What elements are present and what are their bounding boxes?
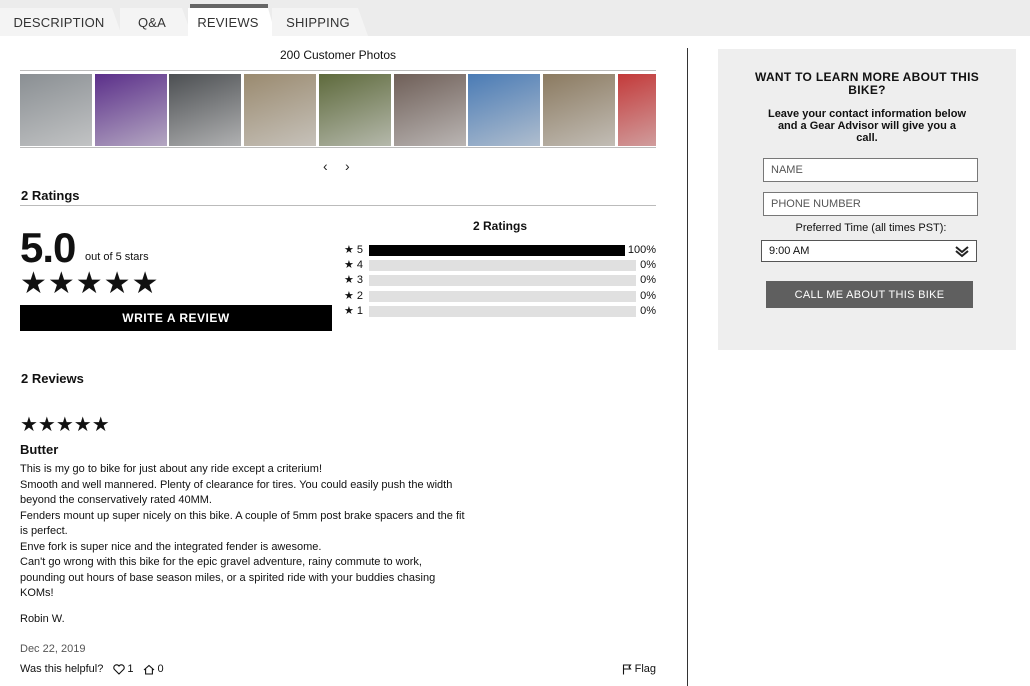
preferred-time-value: 9:00 AM [769, 245, 810, 257]
rating-row-percent: 0% [640, 290, 656, 302]
rating-bar [369, 260, 636, 271]
rating-row-label: ★ 1 [344, 305, 364, 317]
customer-photos-strip [20, 70, 656, 148]
bike-photo-8[interactable] [543, 74, 615, 146]
customer-photos-title: 200 Customer Photos [279, 48, 397, 62]
review-line-1: This is my go to bike for just about any ride except a criterium! [20, 463, 323, 475]
rating-row-1[interactable] [344, 304, 656, 318]
ratings-divider [20, 205, 656, 206]
reviews-heading: 2 Reviews [21, 371, 84, 386]
helpful-no-count: 0 [157, 663, 164, 675]
out-of-label: out of 5 stars [85, 251, 149, 263]
rating-bar [369, 306, 636, 317]
review-stars: ★★★★★ [20, 414, 110, 436]
review-line-4: Enve fork is super nice and the integrated fender is awesome. [20, 540, 322, 553]
review-line-2: Smooth and well mannered. Plenty of clearance for tires. You could easily push the width beyond the conservatively rated 40MM. [20, 478, 453, 506]
bike-photo-5[interactable] [319, 74, 391, 146]
review-author: Robin W. [20, 613, 65, 625]
rating-row-percent: 0% [640, 274, 656, 286]
flag-button[interactable] [622, 663, 656, 675]
review-title: Butter [20, 442, 59, 457]
rating-row-5[interactable] [344, 243, 656, 257]
home-icon [143, 664, 155, 675]
helpful-label: Was this helpful? [20, 663, 104, 675]
rating-row-3[interactable] [344, 273, 656, 287]
heart-icon [113, 664, 125, 675]
name-input[interactable] [763, 158, 978, 182]
helpful-yes-count: 1 [127, 663, 134, 675]
rating-row-label: ★ 3 [344, 274, 364, 286]
helpful-yes-button[interactable] [113, 663, 133, 675]
rating-row-label: ★ 4 [344, 259, 364, 271]
write-review-button[interactable]: WRITE A REVIEW [20, 305, 332, 331]
ratings-heading: 2 Ratings [21, 188, 80, 203]
review-line-5: Can't go wrong with this bike for the epic gravel adventure, rainy commute to work, pounding out hours of base season miles, or a spirited ride with your buddies chasing KOMs! [20, 556, 436, 599]
tab-reviews[interactable]: REVIEWS [197, 14, 259, 30]
bike-photo-4[interactable] [244, 74, 316, 146]
double-chevron-down-icon [954, 244, 970, 258]
tab-bar [0, 0, 1030, 36]
advisor-title: WANT TO LEARN MORE ABOUT THIS BIKE? [754, 70, 980, 97]
bike-photo-2[interactable] [95, 74, 167, 146]
preferred-time-select[interactable] [761, 240, 977, 262]
tab-description[interactable]: DESCRIPTION [13, 14, 105, 30]
preferred-time-label: Preferred Time (all times PST): [795, 222, 947, 234]
rating-row-2[interactable] [344, 289, 656, 303]
flag-icon [622, 664, 632, 675]
rating-row-label: ★ 2 [344, 290, 364, 302]
rating-row-percent: 0% [640, 259, 656, 271]
helpful-no-button[interactable] [143, 663, 163, 675]
review-body [20, 462, 470, 602]
bike-photo-7[interactable] [468, 74, 540, 146]
bike-photo-9[interactable] [618, 74, 656, 146]
rating-bar-fill [369, 245, 625, 256]
average-stars: ★★★★★ [20, 267, 160, 300]
average-score: 5.0 [20, 224, 76, 271]
rating-bar [369, 245, 625, 256]
column-divider [687, 48, 688, 686]
rating-row-4[interactable] [344, 258, 656, 272]
helpful-row [20, 663, 164, 675]
chevron-left-icon[interactable]: ‹ [323, 158, 328, 174]
rating-row-percent: 100% [627, 244, 656, 256]
tab-shipping[interactable]: SHIPPING [286, 14, 350, 30]
rating-bar [369, 291, 636, 302]
rating-row-label: ★ 5 [344, 244, 364, 256]
bike-photo-1[interactable] [20, 74, 92, 146]
chevron-right-icon[interactable]: › [345, 158, 350, 174]
review-line-3: Fenders mount up super nicely on this bike. A couple of 5mm post brake spacers and the fit is perfect. [20, 509, 465, 537]
phone-input[interactable] [763, 192, 978, 216]
review-date: Dec 22, 2019 [20, 643, 86, 655]
rating-row-percent: 0% [640, 305, 656, 317]
gear-advisor-panel [718, 49, 1016, 350]
bike-photo-3[interactable] [169, 74, 241, 146]
call-me-button[interactable]: CALL ME ABOUT THIS BIKE [766, 281, 973, 308]
advisor-subtitle: Leave your contact information below and a Gear Advisor will give you a call. [767, 108, 967, 144]
bike-photo-6[interactable] [394, 74, 466, 146]
flag-label: Flag [634, 663, 656, 675]
distribution-title: 2 Ratings [472, 219, 527, 233]
tab-qa[interactable]: Q&A [137, 14, 167, 30]
rating-bar [369, 275, 636, 286]
